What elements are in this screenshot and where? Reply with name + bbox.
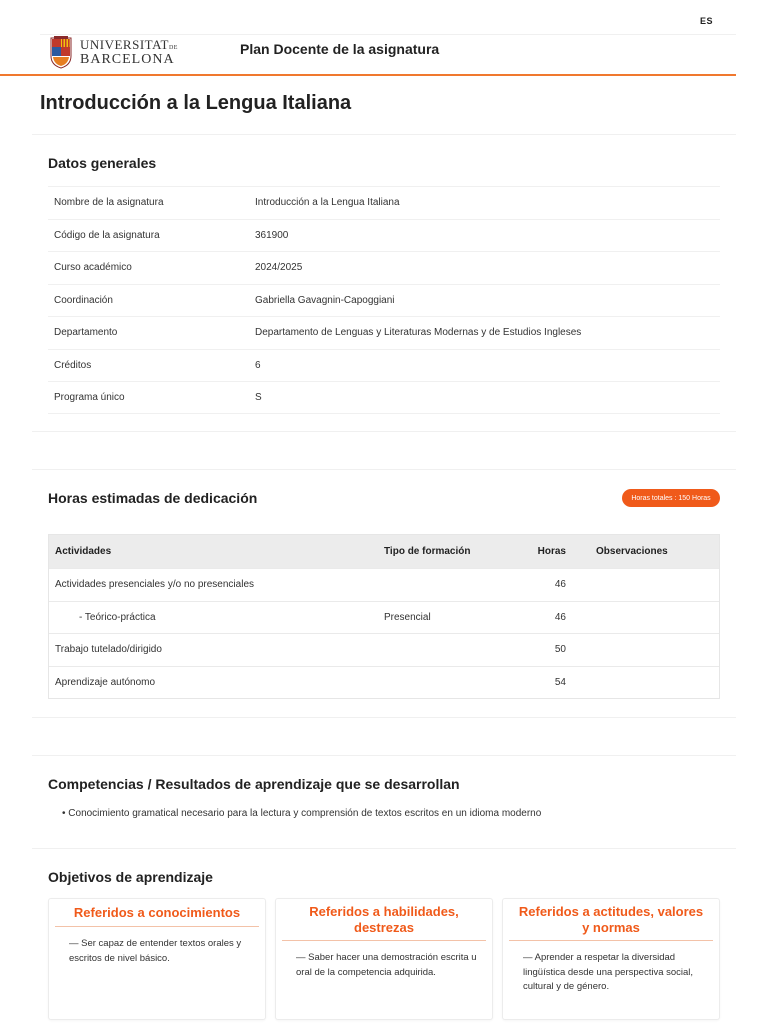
logo-wordmark-top: UNIVERSITATDE xyxy=(80,36,178,52)
info-value: Gabriella Gavagnin-Capoggiani xyxy=(255,294,395,306)
section-title-competencias: Competencias / Resultados de aprendizaje que se desarrollan xyxy=(48,776,460,792)
list-item: • Conocimiento gramatical necesario para la lectura y comprensión de textos escritos en un idioma moderno xyxy=(62,808,542,819)
card-body: — Aprender a respetar la diversidad lingüística desde una perspectiva social, cultural y de género. xyxy=(523,952,694,993)
activity-cell: Aprendizaje autónomo xyxy=(55,676,156,688)
info-value: 361900 xyxy=(255,229,289,241)
table-row xyxy=(49,633,719,666)
info-label: Curso académico xyxy=(54,262,132,274)
divider xyxy=(32,469,736,470)
objective-card-attitudes xyxy=(502,898,720,1020)
table-row xyxy=(48,284,720,317)
section-title-objetivos: Objetivos de aprendizaje xyxy=(48,869,213,885)
info-label: Programa único xyxy=(54,391,125,403)
section-title-hours: Horas estimadas de dedicación xyxy=(48,490,258,506)
table-row xyxy=(49,568,719,601)
info-value: Departamento de Lenguas y Literaturas Modernas y de Estudios Ingleses xyxy=(255,327,582,339)
table-row xyxy=(48,381,720,414)
info-label: Créditos xyxy=(54,359,92,371)
objective-card-skills xyxy=(275,898,493,1020)
general-info-table xyxy=(48,186,720,414)
info-label: Coordinación xyxy=(54,294,113,306)
hours-cell: 50 xyxy=(554,644,566,656)
objectives-cards xyxy=(48,898,720,1020)
university-crest-icon xyxy=(50,36,72,69)
table-row xyxy=(48,251,720,284)
info-value: 6 xyxy=(255,359,261,371)
column-header: Tipo de formación xyxy=(384,546,471,557)
activity-cell: - Teórico-práctica xyxy=(79,611,156,623)
table-row xyxy=(49,666,719,699)
column-header: Horas xyxy=(537,546,566,557)
card-body: — Saber hacer una demostración escrita u oral de la competencia adquirida. xyxy=(296,952,477,978)
table-header-row xyxy=(49,535,719,568)
divider xyxy=(32,134,736,135)
info-value: 2024/2025 xyxy=(255,262,303,274)
info-label: Departamento xyxy=(54,327,118,339)
card-body: — Ser capaz de entender textos orales y escritos de nivel básico. xyxy=(69,938,242,964)
card-title: Referidos a conocimientos xyxy=(55,899,259,927)
info-label: Código de la asignatura xyxy=(54,229,160,241)
activity-cell: Trabajo tutelado/dirigido xyxy=(55,644,162,656)
total-hours-badge: Horas totales : 150 Horas xyxy=(622,489,720,507)
info-label: Nombre de la asignatura xyxy=(54,197,164,209)
type-cell: Presencial xyxy=(384,611,431,623)
activity-cell: Actividades presenciales y/o no presenciales xyxy=(55,579,254,591)
card-title: Referidos a habilidades, destrezas xyxy=(282,899,486,941)
hours-cell: 46 xyxy=(554,579,566,591)
divider xyxy=(32,755,736,756)
university-logo[interactable] xyxy=(50,34,190,70)
objective-card-knowledge xyxy=(48,898,266,1020)
table-row xyxy=(48,186,720,219)
section-title-general: Datos generales xyxy=(48,155,157,171)
hours-table xyxy=(48,534,720,699)
table-row xyxy=(49,601,719,634)
hours-cell: 54 xyxy=(554,676,566,688)
logo-wordmark-bottom: BARCELONA xyxy=(80,51,175,67)
table-row xyxy=(48,316,720,349)
divider xyxy=(32,848,736,849)
language-selector[interactable]: ES xyxy=(700,16,714,26)
table-row xyxy=(48,219,720,252)
info-value: Introducción a la Lengua Italiana xyxy=(255,197,400,209)
column-header: Observaciones xyxy=(596,546,668,557)
page-title: Introducción a la Lengua Italiana xyxy=(40,92,352,114)
divider xyxy=(32,717,736,718)
info-value: S xyxy=(255,391,262,403)
column-header: Actividades xyxy=(55,546,112,557)
divider xyxy=(32,431,736,432)
header-title: Plan Docente de la asignatura xyxy=(240,41,440,57)
card-title: Referidos a actitudes, valores y normas xyxy=(509,899,713,941)
table-row xyxy=(48,349,720,382)
hours-cell: 46 xyxy=(554,611,566,623)
